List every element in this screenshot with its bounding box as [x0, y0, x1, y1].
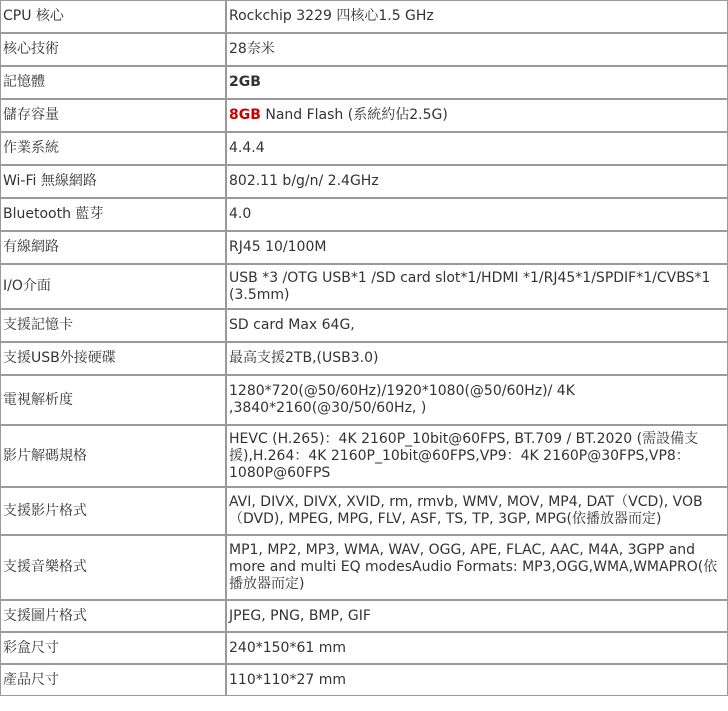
table-row — [0, 33, 728, 66]
table-row — [0, 487, 728, 535]
spec-label: Wi-Fi 無線網路 — [0, 165, 226, 198]
spec-label: 支援音樂格式 — [0, 535, 226, 600]
table-row — [0, 99, 728, 132]
spec-value: 110*110*27 mm — [226, 664, 728, 696]
spec-value: USB *3 /OTG USB*1 /SD card slot*1/HDMI *1/RJ45*1/SPDIF*1/CVBS*1 (3.5mm) — [226, 264, 728, 309]
spec-label: 產品尺寸 — [0, 664, 226, 696]
table-row — [0, 342, 728, 375]
spec-label: 核心技術 — [0, 33, 226, 66]
spec-value: 2GB — [226, 66, 728, 99]
spec-value: RJ45 10/100M — [226, 231, 728, 264]
spec-value: 1280*720(@50/60Hz)/1920*1080(@50/60Hz)/ 4K ,3840*2160(@30/50/60Hz, ) — [226, 375, 728, 425]
spec-label: 支援記憶卡 — [0, 309, 226, 342]
table-row — [0, 264, 728, 309]
spec-value: 4.4.4 — [226, 132, 728, 165]
table-row — [0, 664, 728, 696]
spec-label: 影片解碼規格 — [0, 425, 226, 487]
spec-label: Bluetooth 藍芽 — [0, 198, 226, 231]
spec-value: HEVC (H.265)：4K 2160P_10bit@60FPS, BT.709 / BT.2020 (需設備支援),H.264：4K 2160P_10bit@60FPS,VP9：4K 2160P@30FPS,VP8：1080P@60FPS — [226, 425, 728, 487]
spec-label: 支援影片格式 — [0, 487, 226, 535]
spec-label: CPU 核心 — [0, 0, 226, 33]
spec-value — [226, 99, 728, 132]
spec-label: 有線網路 — [0, 231, 226, 264]
table-row — [0, 600, 728, 632]
table-row — [0, 535, 728, 600]
spec-label: 電視解析度 — [0, 375, 226, 425]
spec-label: 彩盒尺寸 — [0, 632, 226, 664]
table-row — [0, 375, 728, 425]
spec-value: MP1, MP2, MP3, WMA, WAV, OGG, APE, FLAC, AAC, M4A, 3GPP and more and multi EQ modesAudio Formats: MP3,OGG,WMA,WMAPRO(依播放器而定) — [226, 535, 728, 600]
spec-value: 最高支援2TB,(USB3.0) — [226, 342, 728, 375]
storage-detail: Nand Flash (系統約佔2.5G) — [260, 107, 448, 123]
spec-label: 支援圖片格式 — [0, 600, 226, 632]
spec-label: 儲存容量 — [0, 99, 226, 132]
spec-value: AVI, DIVX, DIVX, XVID, rm, rmvb, WMV, MOV, MP4, DAT（VCD), VOB（DVD), MPEG, MPG, FLV, ASF, TS, TP, 3GP, MPG(依播放器而定) — [226, 487, 728, 535]
spec-value: 802.11 b/g/n/ 2.4GHz — [226, 165, 728, 198]
table-row — [0, 632, 728, 664]
table-row — [0, 231, 728, 264]
spec-label: 記憶體 — [0, 66, 226, 99]
table-row — [0, 309, 728, 342]
table-row — [0, 198, 728, 231]
table-row — [0, 165, 728, 198]
spec-label: 作業系統 — [0, 132, 226, 165]
spec-label: I/O介面 — [0, 264, 226, 309]
table-row — [0, 0, 728, 33]
spec-value: 28奈米 — [226, 33, 728, 66]
spec-value: Rockchip 3229 四核心1.5 GHz — [226, 0, 728, 33]
table-row — [0, 66, 728, 99]
table-row — [0, 425, 728, 487]
table-row — [0, 132, 728, 165]
spec-value: SD card Max 64G, — [226, 309, 728, 342]
storage-highlight: 8GB — [229, 107, 261, 123]
spec-label: 支援USB外接硬碟 — [0, 342, 226, 375]
spec-value: 240*150*61 mm — [226, 632, 728, 664]
spec-value: 4.0 — [226, 198, 728, 231]
spec-value: JPEG, PNG, BMP, GIF — [226, 600, 728, 632]
